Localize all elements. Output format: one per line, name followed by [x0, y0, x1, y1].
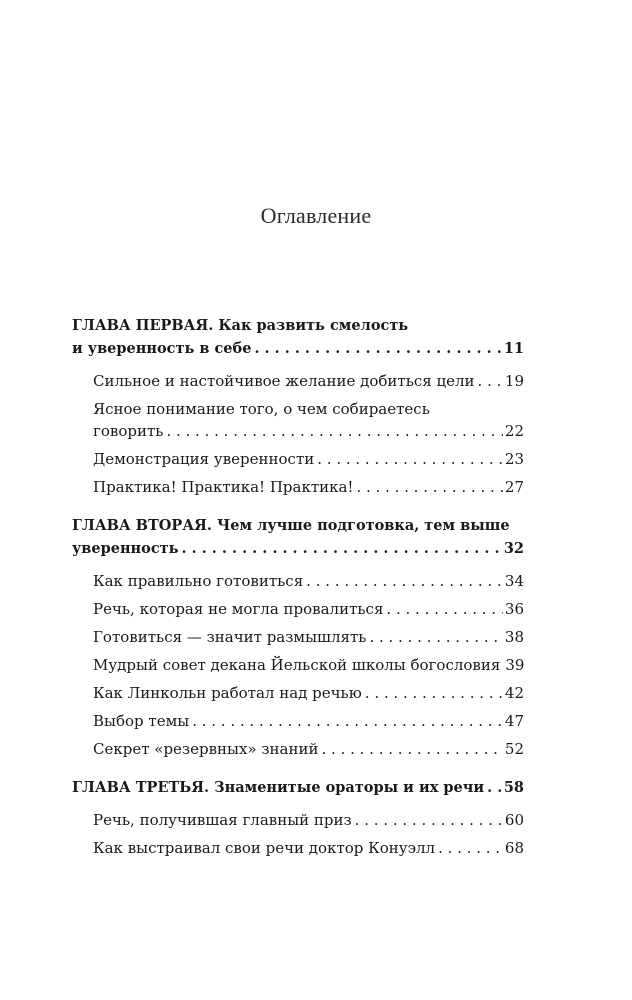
entry-title: Сильное и настойчивое желание добиться цели [93, 372, 475, 390]
toc-entry[interactable] [72, 370, 524, 392]
toc-entry[interactable] [72, 682, 524, 704]
page-number: 38 [504, 628, 524, 646]
entry-title: Секрет «резервных» знаний [93, 740, 319, 758]
dot-leader [166, 420, 502, 442]
dot-leader [369, 626, 502, 648]
chapter-line[interactable] [72, 776, 524, 799]
toc-entry[interactable] [72, 654, 524, 676]
chapter-2 [72, 514, 524, 760]
entry-title: Практика! Практика! Практика! [93, 478, 354, 496]
section-list [72, 370, 524, 498]
entry-title: Речь, которая не могла провалиться [93, 600, 384, 618]
entry-title: Готовиться — значит размышлять [93, 628, 367, 646]
page-number: 11 [503, 340, 524, 357]
page-number: 47 [504, 712, 524, 730]
dot-leader [438, 837, 503, 859]
toc-entry[interactable] [72, 809, 524, 831]
toc-entry[interactable] [72, 448, 524, 470]
dot-leader [192, 710, 503, 732]
dot-leader [487, 776, 502, 799]
table-of-contents [72, 314, 524, 865]
page-number: 22 [504, 422, 524, 440]
toc-entry[interactable] [72, 398, 524, 442]
page-number: 52 [504, 740, 524, 758]
page-number: 68 [504, 839, 524, 857]
page-number: 32 [503, 540, 524, 557]
dot-leader [322, 738, 503, 760]
entry-title: Как Линкольн работал над речью [93, 684, 362, 702]
dot-leader [365, 682, 503, 704]
chapter-heading: ГЛАВА ПЕРВАЯ. Как развить смелость [72, 317, 409, 334]
dot-leader [356, 476, 502, 498]
page-number: 19 [504, 372, 524, 390]
toc-entry[interactable] [72, 837, 524, 859]
entry-title: Как правильно готовиться [93, 572, 304, 590]
toc-entry[interactable] [72, 598, 524, 620]
toc-entry[interactable] [72, 476, 524, 498]
dot-leader [386, 598, 502, 620]
chapter-line[interactable] [72, 537, 524, 560]
chapter-title-tail: и уверенность в себе [72, 340, 252, 357]
toc-entry[interactable] [72, 710, 524, 732]
page-number: 34 [504, 572, 524, 590]
dot-leader [254, 337, 501, 360]
page-number: 27 [504, 478, 524, 496]
chapter-title-tail: уверенность [72, 540, 179, 557]
page-title: Оглавление [260, 203, 372, 228]
chapter-1 [72, 314, 524, 498]
chapter-heading: ГЛАВА ВТОРАЯ. Чем лучше подготовка, тем выше [72, 517, 510, 534]
page-number: 23 [504, 450, 524, 468]
chapter-title: ГЛАВА ТРЕТЬЯ. Знаменитые ораторы и их речи [72, 779, 485, 796]
page-number: 60 [504, 811, 524, 829]
entry-title-first-line: Ясное понимание того, о чем собираетесь [93, 400, 430, 418]
toc-entry[interactable] [72, 626, 524, 648]
section-list [72, 570, 524, 760]
dot-leader [182, 537, 502, 560]
page-number: 39 [505, 656, 525, 674]
chapter-line[interactable] [72, 337, 524, 360]
dot-leader [306, 570, 503, 592]
entry-title: Как выстраивал свои речи доктор Конуэлл [93, 839, 436, 857]
page-number: 58 [503, 779, 524, 796]
page-number: 36 [504, 600, 524, 618]
dot-leader [317, 448, 503, 470]
toc-entry[interactable] [72, 738, 524, 760]
entry-title: говорить [93, 422, 164, 440]
dot-leader [355, 809, 503, 831]
chapter-3 [72, 776, 524, 859]
toc-entry[interactable] [72, 570, 524, 592]
entry-title: Мудрый совет декана Йельской школы богословия [93, 656, 501, 674]
section-list [72, 809, 524, 859]
dot-leader [478, 370, 503, 392]
entry-title: Речь, получившая главный приз [93, 811, 352, 829]
entry-title: Выбор темы [93, 712, 190, 730]
page-number: 42 [504, 684, 524, 702]
entry-title: Демонстрация уверенности [93, 450, 315, 468]
